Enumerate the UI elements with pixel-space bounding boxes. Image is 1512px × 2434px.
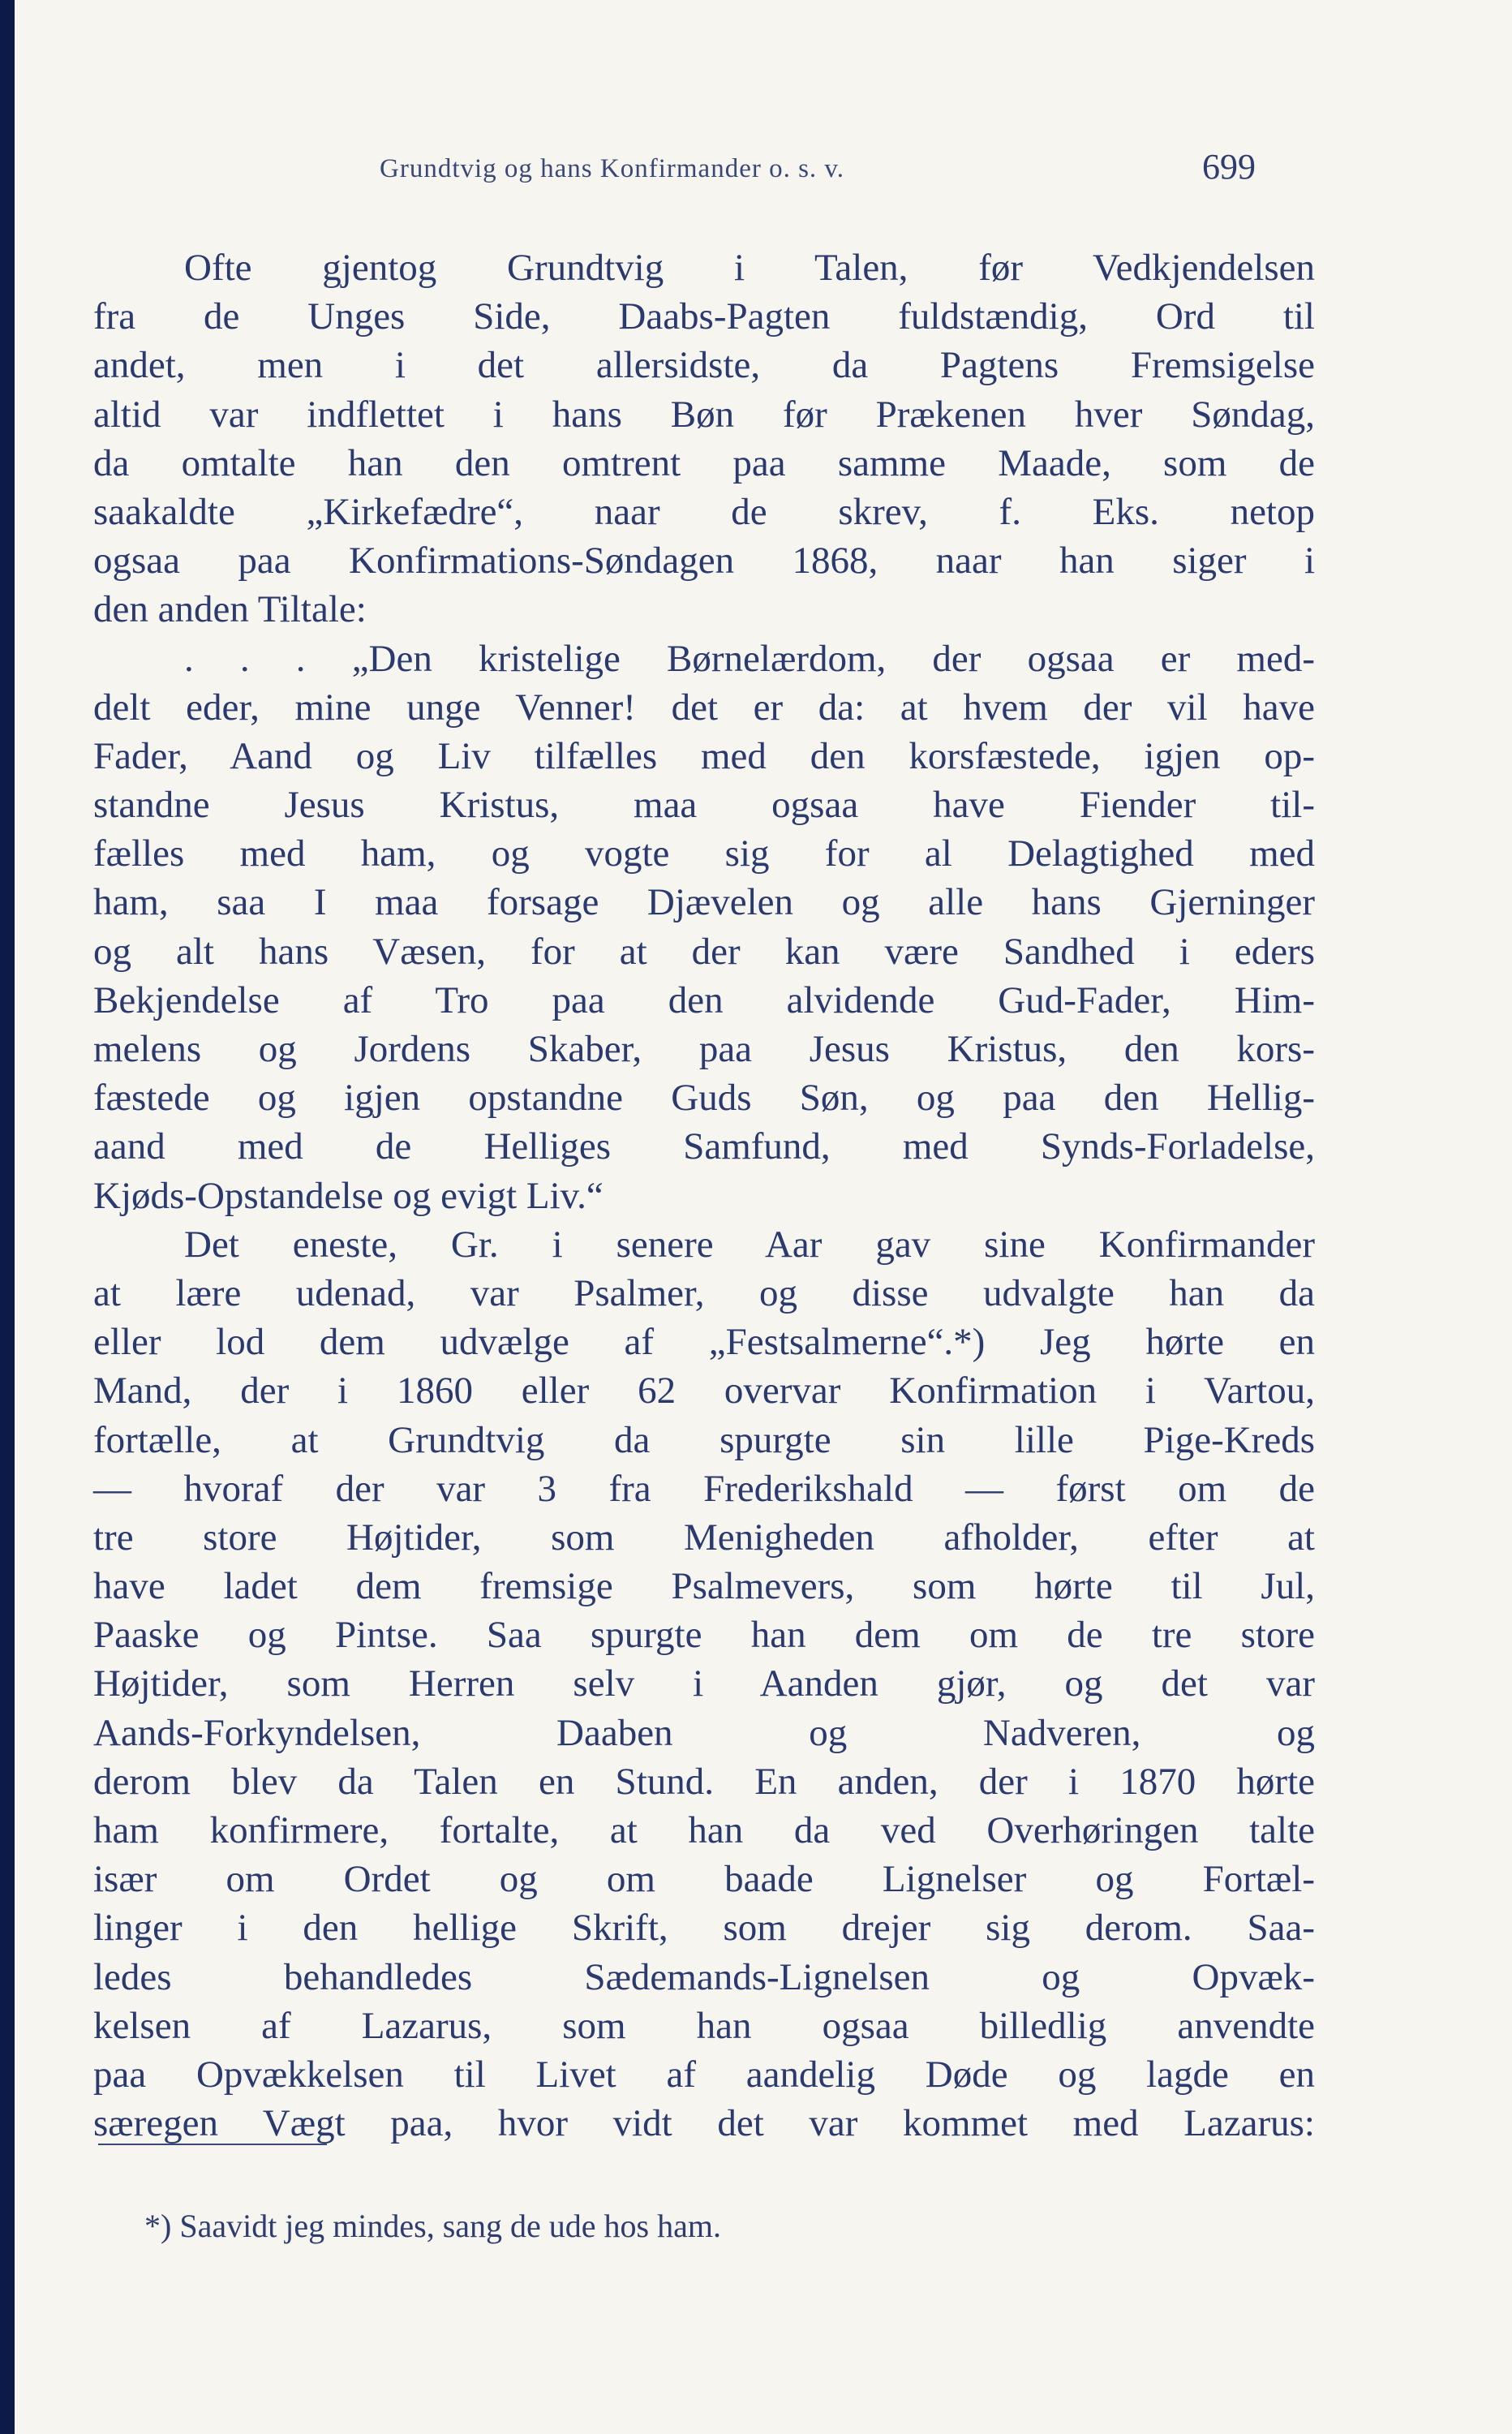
body-text bbox=[93, 243, 1315, 2148]
footnote-divider bbox=[98, 2144, 327, 2145]
text-line: Aands-Forkyndelsen, Daaben og Nadveren, og bbox=[93, 1711, 1315, 1754]
text-line: ogsaa paa Konfirmations-Søndagen 1868, naar han siger i bbox=[93, 540, 1315, 583]
text-line: fortælle, at Grundtvig da spurgte sin lille Pige-Kreds bbox=[93, 1418, 1315, 1461]
text-line: melens og Jordens Skaber, paa Jesus Kristus, den kors- bbox=[93, 1028, 1315, 1070]
text-line: andet, men i det allersidste, da Pagtens Fremsigelse bbox=[93, 344, 1315, 387]
text-line: kelsen af Lazarus, som han ogsaa billedlig anvendte bbox=[93, 2004, 1315, 2047]
text-line: Fader, Aand og Liv tilfælles med den korsfæstede, igjen op- bbox=[93, 734, 1315, 777]
footnote: *) Saavidt jeg mindes, sang de ude hos ham. bbox=[144, 2208, 721, 2244]
text-line: standne Jesus Kristus, maa ogsaa have Fiender til- bbox=[93, 784, 1315, 827]
text-line: Paaske og Pintse. Saa spurgte han dem om de tre store bbox=[93, 1614, 1315, 1657]
text-line: Ofte gjentog Grundtvig i Talen, før Vedkjendelsen bbox=[184, 247, 1315, 289]
text-line: Højtider, som Herren selv i Aanden gjør, og det var bbox=[93, 1662, 1315, 1705]
running-title: Grundtvig og hans Konfirmander o. s. v. bbox=[380, 154, 845, 183]
text-line: Det eneste, Gr. i senere Aar gav sine Konfirmander bbox=[184, 1223, 1315, 1266]
text-line: ledes behandledes Sædemands-Lignelsen og Opvæk- bbox=[93, 1955, 1315, 1998]
text-line: ham konfirmere, fortalte, at han da ved Overhøringen talte bbox=[93, 1809, 1315, 1851]
text-line: ham, saa I maa forsage Djævelen og alle hans Gjerninger bbox=[93, 881, 1315, 924]
text-line: og alt hans Væsen, for at der kan være Sandhed i eders bbox=[93, 930, 1315, 973]
text-line: Kjøds-Opstandelse og evigt Liv.“ bbox=[93, 1174, 604, 1217]
text-line: fæstede og igjen opstandne Guds Søn, og paa den Hellig- bbox=[93, 1077, 1315, 1120]
text-line: derom blev da Talen en Stund. En anden, der i 1870 hørte bbox=[93, 1760, 1315, 1803]
text-line: altid var indflettet i hans Bøn før Prækenen hver Søndag, bbox=[93, 393, 1315, 436]
text-line: eller lod dem udvælge af „Festsalmerne“.*) Jeg hørte en bbox=[93, 1321, 1315, 1364]
text-line: aand med de Helliges Samfund, med Synds-Forladelse, bbox=[93, 1125, 1315, 1168]
text-line: Mand, der i 1860 eller 62 overvar Konfirmation i Vartou, bbox=[93, 1370, 1315, 1413]
text-line: saakaldte „Kirkefædre“, naar de skrev, f. Eks. netop bbox=[93, 490, 1315, 533]
text-line: især om Ordet og om baade Lignelser og Fortæl- bbox=[93, 1858, 1315, 1901]
text-line: delt eder, mine unge Venner! det er da: at hvem der vil have bbox=[93, 686, 1315, 729]
text-line: særegen Vægt paa, hvor vidt det var kommet med Lazarus: bbox=[93, 2102, 1315, 2145]
text-line: den anden Tiltale: bbox=[93, 588, 367, 631]
page-header bbox=[104, 144, 1256, 193]
text-line: fra de Unges Side, Daabs-Pagten fuldstændig, Ord til bbox=[93, 295, 1315, 338]
text-line: linger i den hellige Skrift, som drejer sig derom. Saa- bbox=[93, 1907, 1315, 1950]
page-number: 699 bbox=[1202, 147, 1256, 187]
text-line: have ladet dem fremsige Psalmevers, som hørte til Jul, bbox=[93, 1565, 1315, 1608]
text-line: tre store Højtider, som Menigheden afholder, efter at bbox=[93, 1516, 1315, 1559]
text-line: paa Opvækkelsen til Livet af aandelig Døde og lagde en bbox=[93, 2053, 1315, 2096]
text-line: Bekjendelse af Tro paa den alvidende Gud-Fader, Him- bbox=[93, 978, 1315, 1021]
text-line: at lære udenad, var Psalmer, og disse udvalgte han da bbox=[93, 1271, 1315, 1314]
text-line: — hvoraf der var 3 fra Frederikshald — først om de bbox=[93, 1467, 1315, 1510]
text-line: fælles med ham, og vogte sig for al Delagtighed med bbox=[93, 832, 1315, 875]
book-page bbox=[15, 0, 1512, 2434]
text-line: da omtalte han den omtrent paa samme Maade, som de bbox=[93, 441, 1315, 484]
text-line: . . . „Den kristelige Børnelærdom, der ogsaa er med- bbox=[184, 637, 1315, 680]
